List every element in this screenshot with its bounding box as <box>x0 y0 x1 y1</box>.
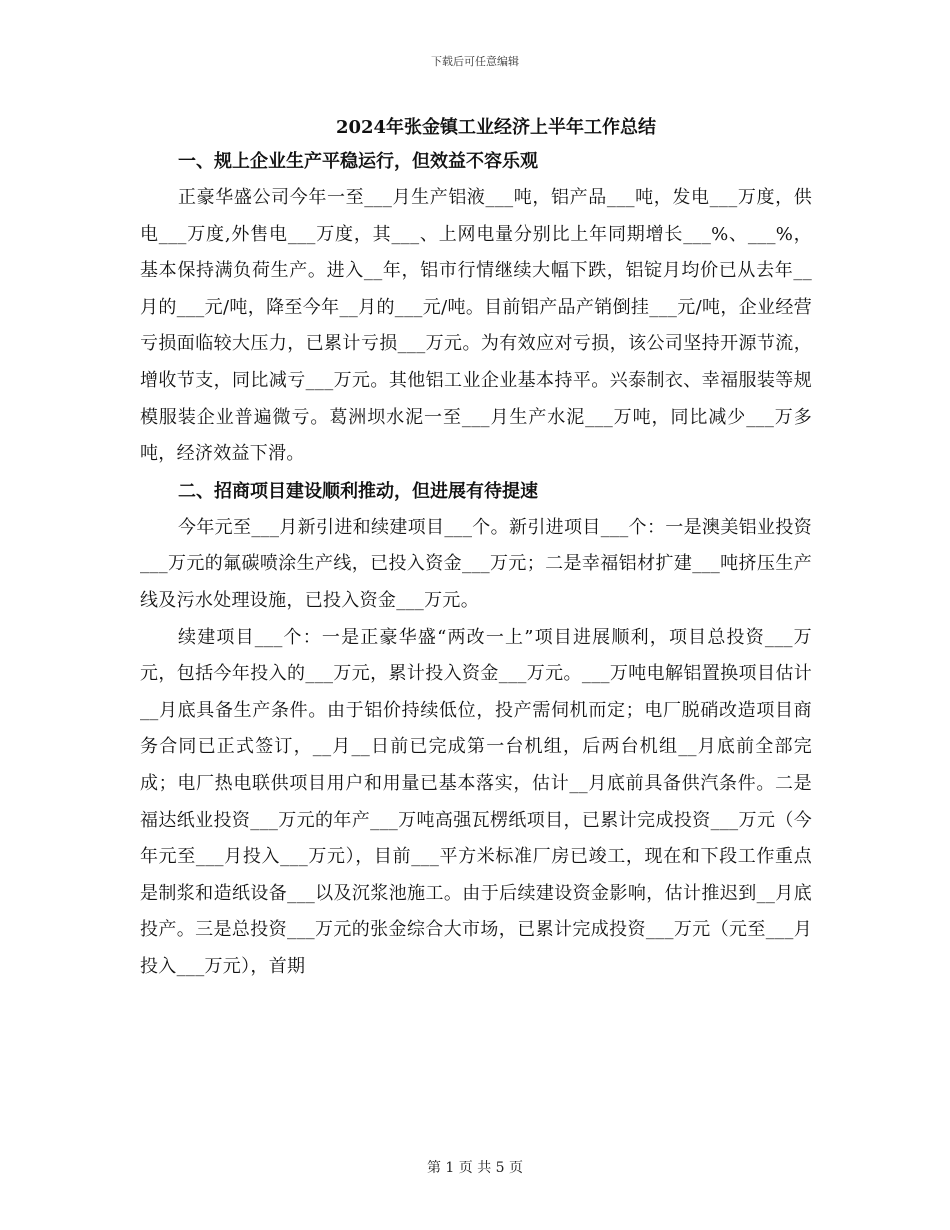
section-2-paragraph-1: 今年元至___月新引进和续建项目___个。新引进项目___个：一是澳美铝业投资___万元的氟碳喷涂生产线，已投入资金___万元；二是幸福铝材扩建___吨挤压生产线及污水处理设施，已投入资金___万元。 <box>140 516 812 611</box>
page-number: 第 1 页 共 5 页 <box>426 1160 524 1176</box>
section-heading-1: 一、规上企业生产平稳运行，但效益不容乐观 <box>178 151 538 172</box>
document-body <box>140 112 812 985</box>
document-title: 2024年张金镇工业经济上半年工作总结 <box>335 117 657 138</box>
section-heading-2: 二、招商项目建设顺利推动，但进展有待提速 <box>178 480 538 502</box>
section-1-paragraph-1: 正豪华盛公司今年一至___月生产铝液___吨，铝产品___吨，发电___万度，供电___万度,外售电___万度，其___、上网电量分别比上年同期增长___%、___%，基本保持满负荷生产。进入__年，铝市行情继续大幅下跌，铝锭月均价已从去年__月的___元/吨，降至今年__月的___元/吨。目前铝产品产销倒挂___元/吨，企业经营亏损面临较大压力，已累计亏损___万元。为有效应对亏损，该公司坚持开源节流，增收节支，同比减亏___万元。其他铝工业企业基本持平。兴泰制衣、幸福服装等规模服装企业普遍微亏。葛洲坝水泥一至___月生产水泥___万吨，同比减少___万多吨，经济效益下滑。 <box>140 187 812 465</box>
section-2-paragraph-2: 续建项目___个：一是正豪华盛“两改一上”项目进展顺利，项目总投资___万元，包括今年投入的___万元，累计投入资金___万元。___万吨电解铝置换项目估计__月底具备生产条件。由于铝价持续低位，投产需伺机而定；电厂脱硝改造项目商务合同已正式签订，__月__日前已完成第一台机组，后两台机组__月底前全部完成；电厂热电联供项目用户和用量已基本落实，估计__月底前具备供汽条件。二是福达纸业投资___万元的年产___万吨高强瓦楞纸项目，已累计完成投资___万元（今年元至___月投入___万元），目前___平方米标准厂房已竣工，现在和下段工作重点是制浆和造纸设备___以及沉浆池施工。由于后续建设资金影响，估计推迟到__月底投产。三是总投资___万元的张金综合大市场，已累计完成投资___万元（元至___月投入___万元），首期 <box>140 626 812 977</box>
page-header-note: 下载后可任意编辑 <box>431 55 519 68</box>
